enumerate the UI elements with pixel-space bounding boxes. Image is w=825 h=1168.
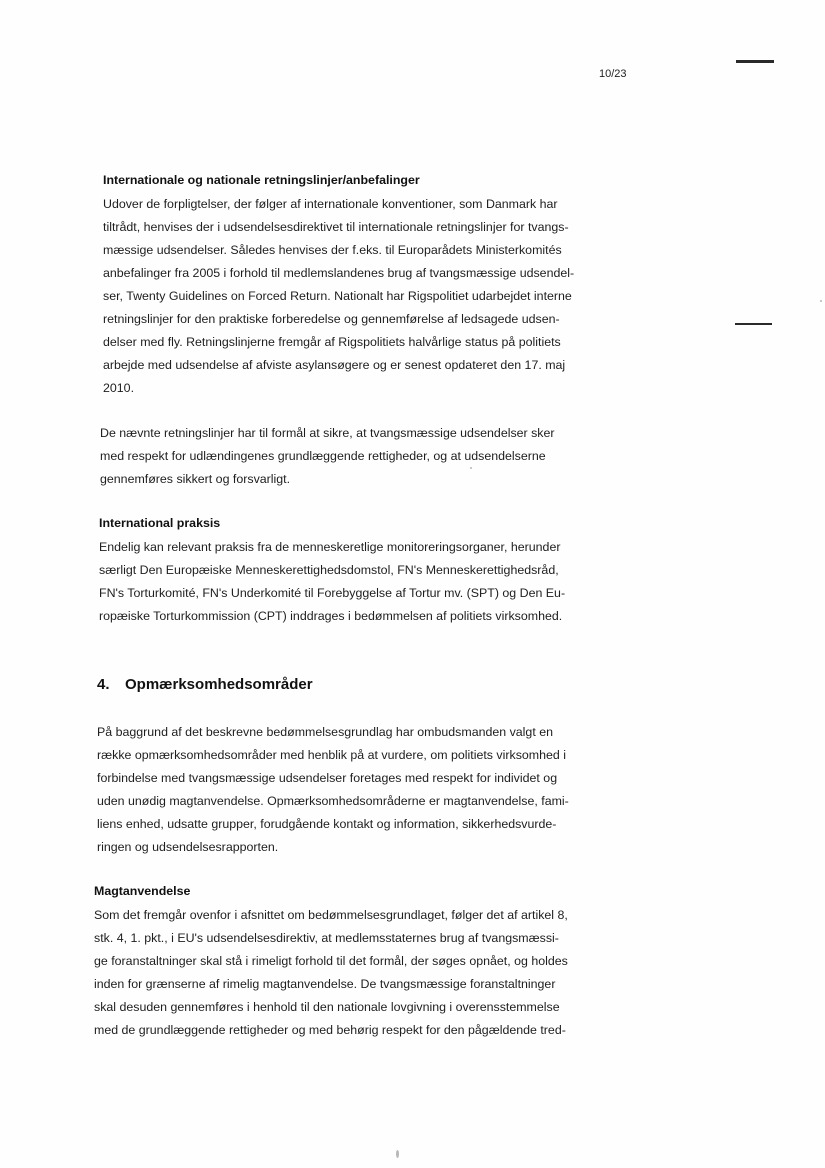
text-line: forbindelse med tvangsmæssige udsendelser foretages med respekt for individet og [97,771,558,785]
paragraph-use-of-force [94,904,568,1042]
paragraph-focus-areas [97,721,569,859]
scan-mark-top [736,60,774,63]
text-line: arbejde med udsendelse af afviste asylansøgere og er senest opdateret den 17. maj [103,358,566,372]
section-heading-focus-areas [97,676,313,693]
text-line: ringen og udsendelsesrapporten. [97,840,279,854]
page-number: 10/23 [599,68,627,80]
text-line: række opmærksomhedsområder med henblik på at vurdere, om politiets virksomhed i [97,748,566,762]
section-number: 4. [97,676,110,693]
text-line: liens enhed, udsatte grupper, forudgående kontakt og information, sikkerhedsvurde- [97,817,557,831]
section-title: Opmærksomhedsområder [125,676,313,693]
text-line: FN's Torturkomité, FN's Underkomité til Forebyggelse af Tortur mv. (SPT) og Den Eu- [99,586,566,600]
text-line: inden for grænserne af rimelig magtanvendelse. De tvangsmæssige foranstaltninger [94,977,556,991]
heading-use-of-force: Magtanvendelse [94,884,191,898]
text-line: gennemføres sikkert og forsvarligt. [100,472,291,486]
text-line: De nævnte retningslinjer har til formål at sikre, at tvangsmæssige udsendelser sker [100,426,555,440]
text-line: med respekt for udlændingenes grundlæggende rettigheder, og at udsendelserne [100,449,546,463]
text-line: Endelig kan relevant praksis fra de menneskeretlige monitoreringsorganer, herunder [99,540,561,554]
text-line: mæssige udsendelser. Således henvises der f.eks. til Europarådets Ministerkomités [103,243,562,257]
text-line: retningslinjer for den praktiske forberedelse og gennemførelse af ledsagede udsen- [103,312,560,326]
text-line: ge foranstaltninger skal stå i rimeligt forhold til det formål, der søges opnået, og holdes [94,954,568,968]
scan-artifact [396,1150,399,1158]
text-line: ser, Twenty Guidelines on Forced Return. Nationalt har Rigspolitiet udarbejdet interne [103,289,572,303]
text-line: uden unødig magtanvendelse. Opmærksomhedsområderne er magtanvendelse, fami- [97,794,569,808]
text-line: På baggrund af det beskrevne bedømmelsesgrundlag har ombudsmanden valgt en [97,725,553,739]
paragraph-intl-guidelines [103,193,574,400]
text-line: med de grundlæggende rettigheder og med behørig respekt for den pågældende tred- [94,1023,566,1037]
text-line: Udover de forpligtelser, der følger af internationale konventioner, som Danmark har [103,197,558,211]
heading-intl-practice: International praksis [99,516,221,530]
text-line: anbefalinger fra 2005 i forhold til medlemslandenes brug af tvangsmæssige udsendel- [103,266,575,280]
text-line: tiltrådt, henvises der i udsendelsesdirektivet til internationale retningslinjer for tvangs- [103,220,569,234]
text-line: ropæiske Torturkommission (CPT) inddrages i bedømmelsen af politiets virksomhed. [99,609,563,623]
paragraph-intl-practice [99,536,565,628]
text-line: stk. 4, 1. pkt., i EU's udsendelsesdirektiv, at medlemsstaternes brug af tvangsmæssi- [94,931,559,945]
paragraph-guidelines-purpose [100,422,555,491]
scan-artifact [820,300,822,302]
scan-artifact [470,467,472,469]
text-line: skal desuden gennemføres i henhold til den nationale lovgivning i overensstemmelse [94,1000,560,1014]
text-line: særligt Den Europæiske Menneskerettighedsdomstol, FN's Menneskerettighedsråd, [99,563,559,577]
text-line: delser med fly. Retningslinjerne fremgår af Rigspolitiets halvårlige status på politiets [103,335,561,349]
heading-intl-guidelines: Internationale og nationale retningslinjer/anbefalinger [103,173,420,187]
margin-line-marker [735,323,772,325]
text-line: Som det fremgår ovenfor i afsnittet om bedømmelsesgrundlaget, følger det af artikel 8, [94,908,568,922]
text-line: 2010. [103,381,135,395]
